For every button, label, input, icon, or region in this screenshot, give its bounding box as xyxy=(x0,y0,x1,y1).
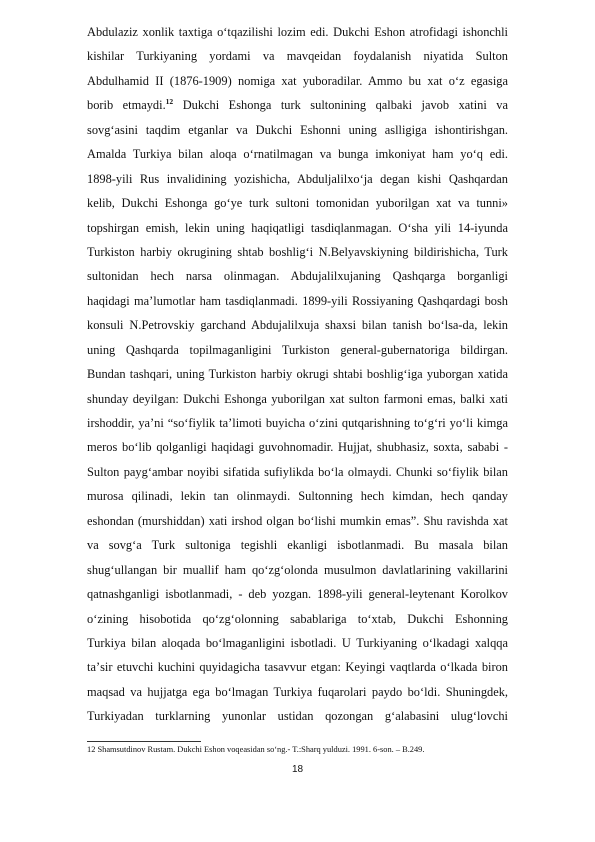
text-line: va sovgʻa Turk sultoniga tegishli ekanligi isbotlanmadi. Bu masala bilan xyxy=(87,538,508,553)
page-number: 18 xyxy=(291,764,304,775)
text-line: Sulton paygʻambar noyibi sifatida sufiylikda boʻla olmaydi. Chunki soʻfiylik bilan xyxy=(87,464,508,479)
text-line: murosa qilinadi, lekin tan olinmaydi. Sultonning hech kimdan, hech qanday xyxy=(87,489,508,504)
text-line: Amalda Turkiya bilan aloqa oʻrnatilmagan va bunga imkoniyat ham yoʻq edi. xyxy=(87,147,508,162)
text-line: 1898-yili Rus invalidining yozishicha, Abduljalilxoʻja degan kishi Qashqardan xyxy=(87,171,508,186)
text-line: Bundan tashqari, uning Turkiston harbiy okrugi shtabi boshligʻiga yuborgan xatida xyxy=(87,367,508,382)
body-text xyxy=(87,20,508,729)
text-line: eshondan (murshiddan) xati irshod olgan boʻlishi mumkin emas”. Shu ravishda xat xyxy=(87,513,508,528)
text-line: Turkiston harbiy okrugining shtab boshligʻi N.Belyavskiyning bildirishicha, Turk xyxy=(87,244,508,259)
text-line: oʻzining hisobotida qoʻzgʻolonning sabablariga toʻxtab, Dukchi Eshonning xyxy=(87,611,508,626)
text-line: meros boʻlib qolganligi haqidagi guvohnomadir. Hujjat, shubhasiz, soxta, sababi - xyxy=(87,440,508,455)
text-line: taʼsir etuvchi kuchini quyidagicha tasavvur etgan: Keyingi vaqtlarda oʻlkada biron xyxy=(87,660,508,675)
text-line: kishilar Turkiyaning yordami va mavqeidan foydalanish niyatida Sulton xyxy=(87,49,508,64)
text-line: Turkiyadan turklarning yunonlar ustidan qozongan gʻalabasini ulugʻlovchi xyxy=(87,709,508,724)
text-segment: borib etmaydi. xyxy=(87,98,166,113)
text-line: sovgʻasini taqdim etganlar va Dukchi Eshonni uning aslligiga ishontirishgan. xyxy=(87,122,508,137)
text-line: Turkiya bilan aloqada boʻlmaganligini isbotladi. U Turkiyaning oʻlkadagi xalqqa xyxy=(87,635,508,650)
text-line: topshirgan emish, lekin uning haqiqatligi tasdiqlanmagan. Oʻsha yili 14-iyunda xyxy=(87,220,508,235)
text-line: shugʻullangan bir muallif ham qoʻzgʻolonda musulmon davlatlarining vakillarini xyxy=(87,562,508,577)
footnote-divider xyxy=(87,741,201,742)
text-line: sultonidan hech narsa olinmagan. Abdujalilxujaning Qashqarga borganligi xyxy=(87,269,508,284)
text-line: Abdulaziz xonlik taxtiga oʻtqazilishi lozim edi. Dukchi Eshon atrofidagi ishonchli xyxy=(87,25,508,39)
footnote: 12 Shamsutdinov Rustam. Dukchi Eshon voqeasidan soʻng.- T.:Sharq yulduzi. 1991. 6-son. – B.249. xyxy=(87,745,425,754)
text-line: Abdulhamid II (1876-1909) nomiga xat yuboradilar. Ammo bu xat oʻz egasiga xyxy=(87,73,508,88)
text-line: qatnashganligi isbotlanmadi, - deb yozgan. 1898-yili general-leytenant Korolkov xyxy=(87,587,508,602)
text-line: maqsad va hujjatga ega boʻlmagan Turkiya fuqarolari paydo boʻldi. Shuningdek, xyxy=(87,684,508,699)
text-line-with-footnote xyxy=(87,93,508,117)
footnote-reference[interactable]: 12 xyxy=(165,97,174,107)
text-line: kelib, Dukchi Eshonga goʻye turk sultoni tomonidan yuborilgan xat va tunni» xyxy=(87,196,508,211)
text-line: haqidagi maʼlumotlar ham tasdiqlanmadi. 1899-yili Rossiyaning Qashqardagi bosh xyxy=(87,293,508,308)
text-segment: Dukchi Eshonga turk sultonining qalbaki javob xatini va xyxy=(182,98,508,113)
text-line: konsuli N.Petrovskiy garchand Abdujalilxuja shaxsi bilan tanish boʻlsa-da, lekin xyxy=(87,318,508,333)
text-line: uning Qashqarda topilmaganligini Turkiston general-gubernatoriga bildirgan. xyxy=(87,342,508,357)
text-line: irshoddir, yaʼni “soʻfiylik taʼlimoti buyicha oʻzini qutqarishning toʻgʻri yoʻli kimga xyxy=(87,416,508,430)
text-line: shunday deyilgan: Dukchi Eshonga yuborilgan xat sulton farmoni emas, balki xati xyxy=(87,391,508,406)
